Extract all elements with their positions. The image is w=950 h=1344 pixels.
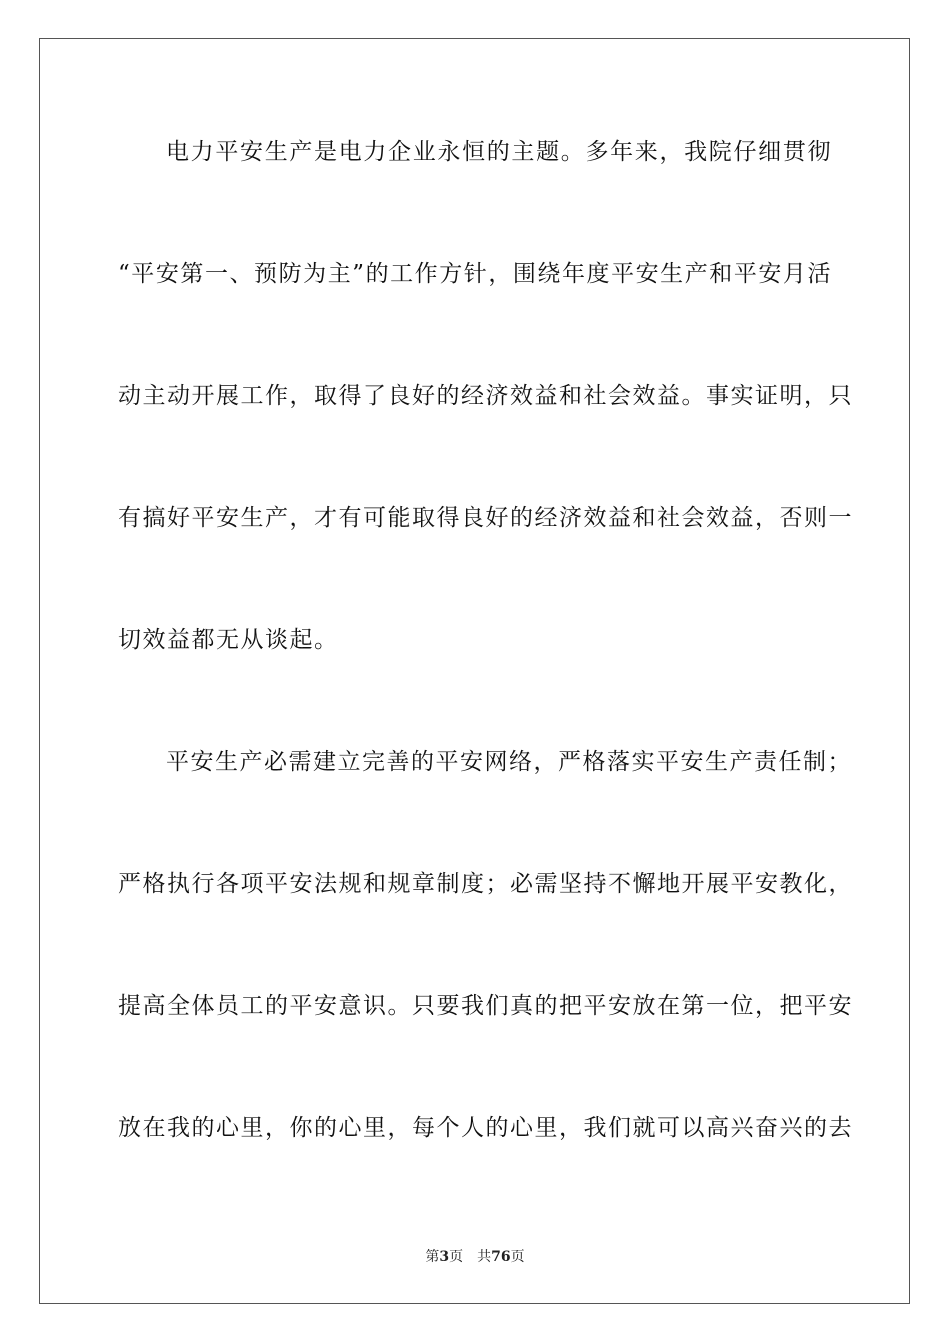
page-footer [0, 1248, 950, 1266]
page-suffix: 页 [449, 1249, 464, 1265]
text-line: “平安第一、预防为主”的工作方针，围绕年度平安生产和平安月活 [118, 261, 832, 287]
text-line: 电力平安生产是电力企业永恒的主题。多年来，我院仔细贯彻 [166, 139, 832, 165]
total-prefix: 共 [477, 1249, 492, 1265]
text-line: 切效益都无从谈起。 [118, 627, 339, 653]
text-line: 动主动开展工作，取得了良好的经济效益和社会效益。事实证明，只 [118, 383, 853, 409]
text-line: 放在我的心里，你的心里，每个人的心里，我们就可以高兴奋兴的去 [118, 1115, 853, 1141]
total-suffix: 页 [510, 1249, 525, 1265]
text-line: 严格执行各项平安法规和规章制度；必需坚持不懈地开展平安教化， [118, 871, 853, 897]
text-line: 有搞好平安生产，才有可能取得良好的经济效益和社会效益，否则一 [118, 505, 853, 531]
text-line: 提高全体员工的平安意识。只要我们真的把平安放在第一位，把平安 [118, 993, 853, 1019]
total-pages: 76 [491, 1249, 511, 1265]
page-number: 3 [439, 1249, 450, 1265]
page-prefix: 第 [425, 1249, 440, 1265]
text-line: 平安生产必需建立完善的平安网络，严格落实平安生产责任制； [166, 749, 852, 775]
